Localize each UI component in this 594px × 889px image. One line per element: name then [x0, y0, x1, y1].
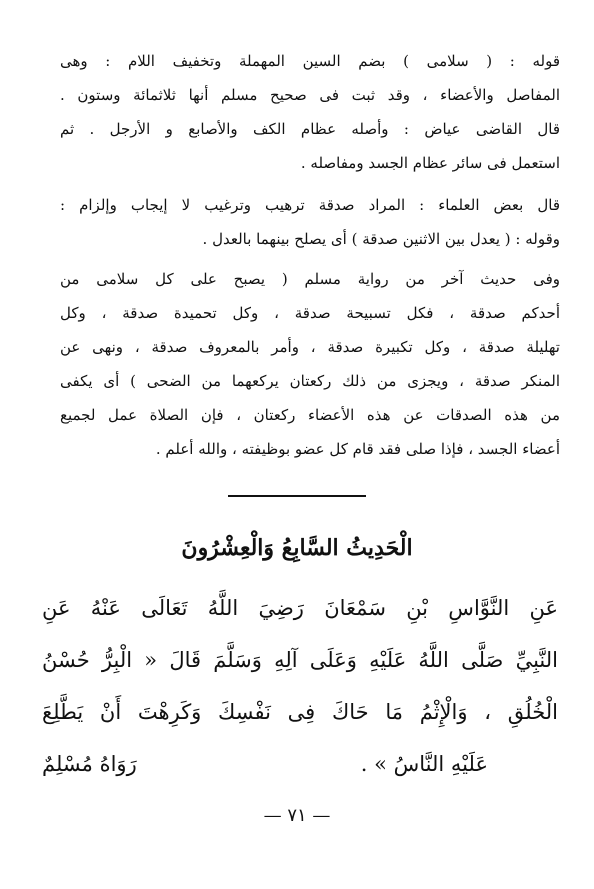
commentary-line: قال بعض العلماء : المراد صدقة ترهيب وترغيب لا إيجاب وإلزام :	[60, 196, 560, 214]
hadith-heading: الْحَدِيثُ السَّابِعُ وَالْعِشْرُونَ	[181, 535, 413, 561]
commentary-line: قال القاضى عياض : وأصله عظام الكف والأصابع و الأرجل . ثم	[60, 120, 560, 138]
hadith-line: النَّبِيِّ صَلَّى اللَّهُ عَلَيْهِ وَعَلَى آلِهِ وَسَلَّمَ قَالَ « الْبِرُّ حُسْنُ	[42, 648, 558, 672]
hadith-last-row	[42, 738, 558, 790]
commentary-paragraph-3	[60, 262, 560, 466]
hadith-line: الْخُلُقِ ، وَالْإِثْمُ مَا حَاكَ فِى نَفْسِكَ وَكَرِهْتَ أَنْ يَطَّلِعَ	[42, 700, 558, 724]
hadith-line: عَلَيْهِ النَّاسُ » .	[360, 752, 488, 776]
commentary-paragraph-2	[60, 188, 560, 256]
hadith-text	[42, 582, 558, 790]
commentary-line: استعمل فى سائر عظام الجسد ومفاصله .	[300, 154, 560, 172]
commentary-line: من هذه الصدقات عن هذه الأعضاء ركعتان ، فإن الصلاة عمل لجميع	[60, 406, 560, 424]
commentary-line: وفى حديث آخر من رواية مسلم ( يصبح على كل سلامى من	[60, 270, 560, 288]
commentary-line: المفاصل والأعضاء ، وقد ثبت فى صحيح مسلم أنها ثلاثمائة وستون .	[60, 86, 560, 104]
hadith-line: عَنِ النَّوَّاسِ بْنِ سَمْعَانَ رَضِيَ اللَّهُ تَعَالَى عَنْهُ عَنِ	[42, 596, 558, 620]
commentary-line: قوله : ( سلامى ) بضم السين المهملة وتخفيف اللام : وهى	[60, 52, 560, 70]
hadith-attribution: رَوَاهُ مُسْلِمٌ	[42, 752, 137, 776]
commentary-paragraph-1	[60, 44, 560, 180]
page-number: — ٧١ —	[263, 805, 331, 826]
commentary-line: أعضاء الجسد ، فإذا صلى فقد قام كل عضو بوظيفته ، والله أعلم .	[155, 440, 560, 458]
commentary-line: وقوله : ( يعدل بين الاثنين صدقة ) أى يصلح بينهما بالعدل .	[202, 230, 560, 248]
commentary-line: تهليلة صدقة ، وكل تكبيرة صدقة ، وأمر بالمعروف صدقة ، ونهى عن	[60, 338, 560, 356]
section-divider	[228, 495, 366, 497]
commentary-line: أحدكم صدقة ، فكل تسبيحة صدقة ، وكل تحميدة صدقة ، وكل	[60, 304, 560, 322]
commentary-line: المنكر صدقة ، ويجزى من ذلك ركعتان يركعهما من الضحى ) أى يكفى	[60, 372, 560, 390]
